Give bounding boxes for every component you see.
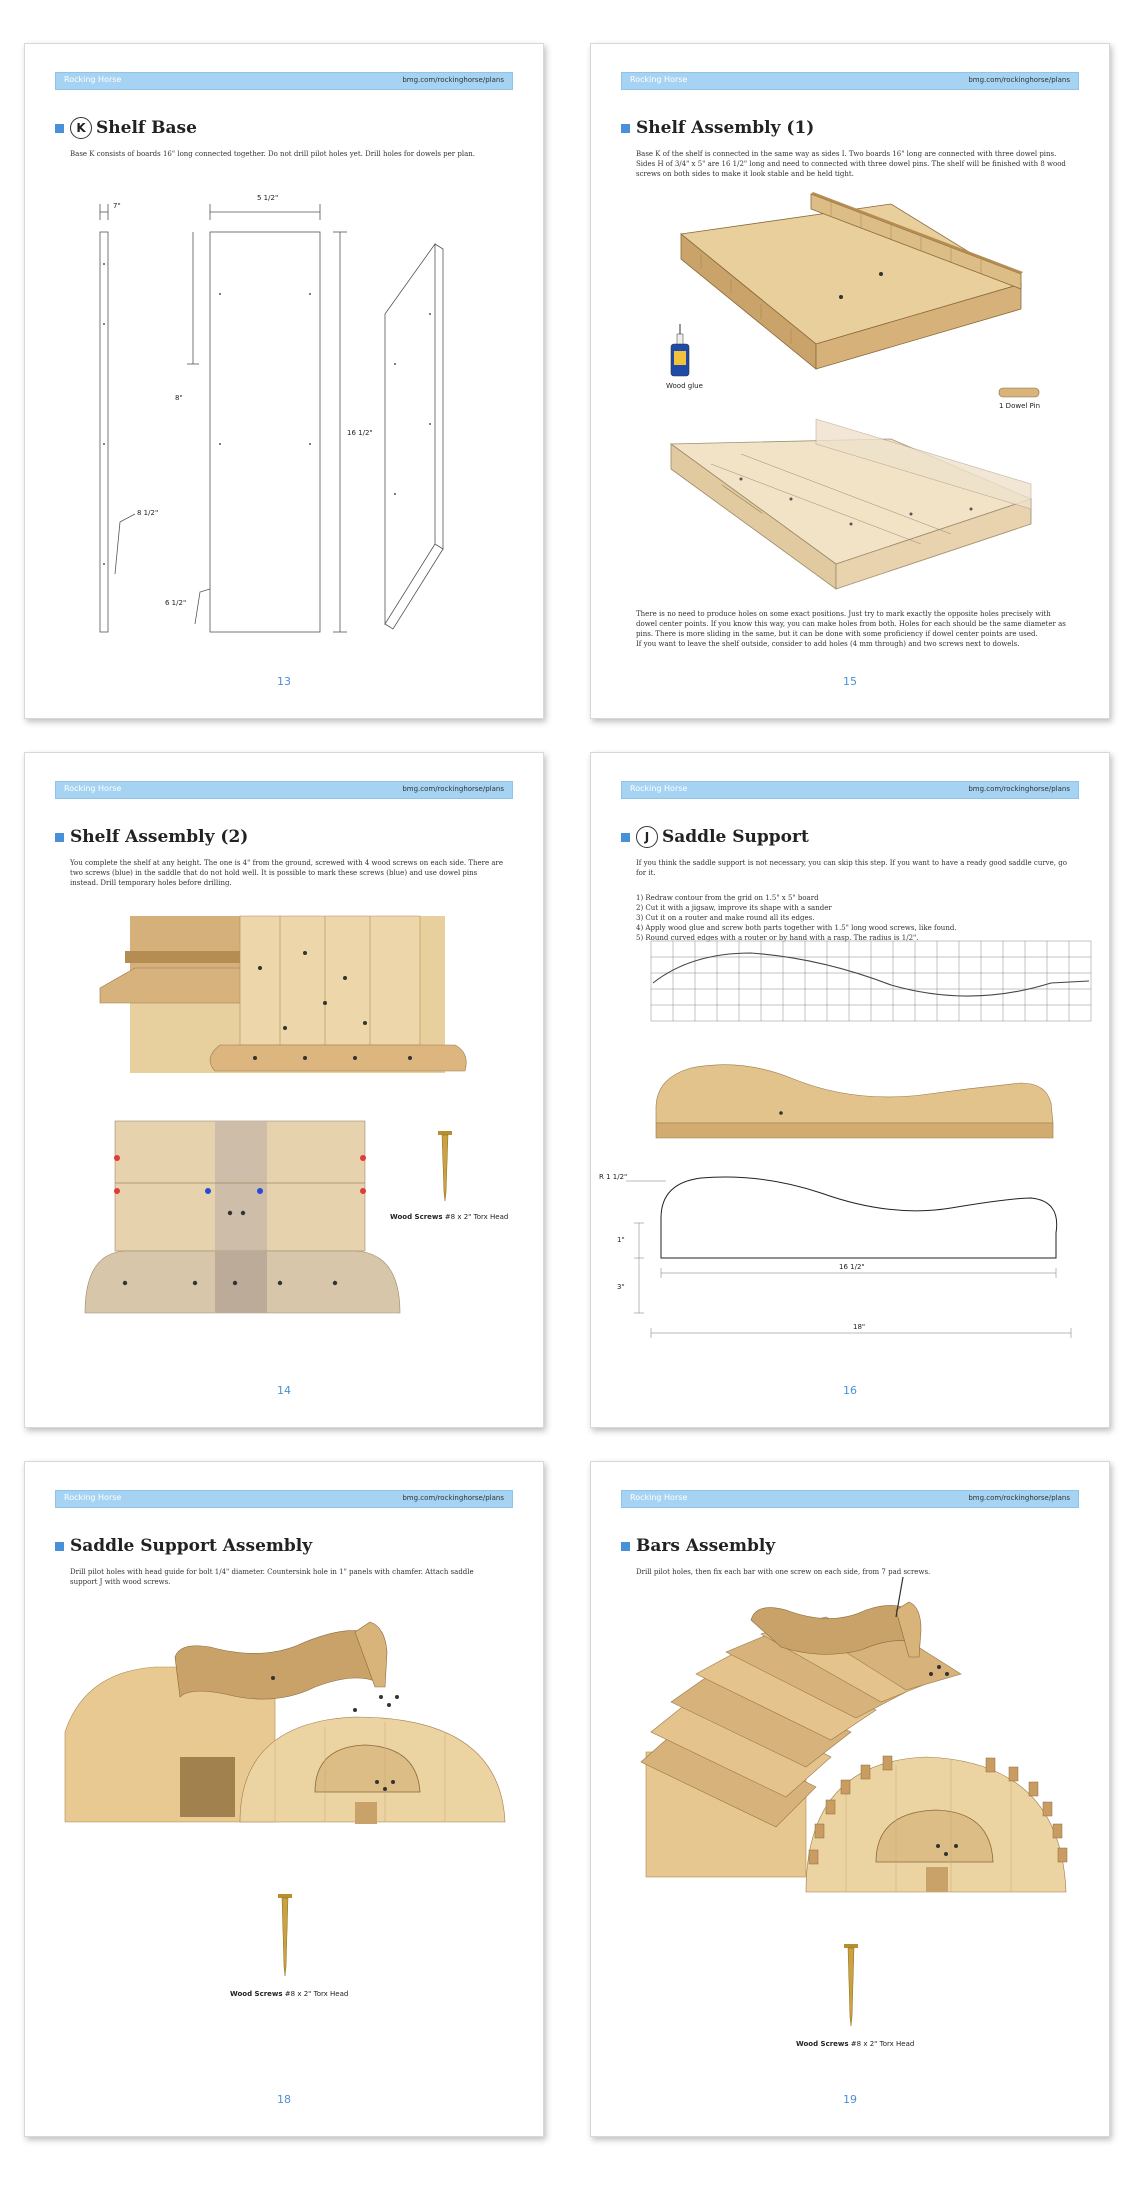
page-title: Saddle Support <box>662 827 809 847</box>
screw-label-bold: Wood Screws <box>796 2040 849 2048</box>
page-shelf-base <box>24 43 544 719</box>
page-title: Shelf Assembly (1) <box>636 118 815 138</box>
body-text: Base K of the shelf is connected in the same way as sides I. Two boards 16" long are connected with three dowel pins. Sides H of 3/4" x 5" are 16 1/2" long and need to connected with three dowel pins. The shelf will be finished with 8 wood screws on both sides to make it look stable and be held tight. <box>636 150 1066 178</box>
page-number: 19 <box>843 2093 857 2106</box>
screw-icon <box>844 1944 858 2026</box>
body-text: Base K consists of boards 16" long connected together. Do not drill pilot holes yet. Drill holes for dowels per plan. <box>70 150 475 158</box>
page-title: Shelf Base <box>96 118 197 138</box>
dim-label: 16 1/2" <box>839 1263 865 1271</box>
header-url: bmg.com/rockinghorse/plans <box>968 1494 1070 1502</box>
page-shelf-assembly-1 <box>590 43 1110 719</box>
page-number: 16 <box>843 1384 857 1397</box>
dim-label: 8" <box>175 394 183 402</box>
dim-label: R 1 1/2" <box>599 1173 628 1181</box>
page-title: Saddle Support Assembly <box>70 1536 313 1556</box>
header-url: bmg.com/rockinghorse/plans <box>968 785 1070 793</box>
header-title: Rocking Horse <box>64 1493 122 1502</box>
page-saddle-support <box>590 752 1110 1428</box>
part-letter-badge: J <box>636 826 658 848</box>
dim-label: 1" <box>617 1236 625 1244</box>
dim-label: 3" <box>617 1283 625 1291</box>
screw-label-spec: #8 x 2" Torx Head <box>444 1213 509 1221</box>
shelf-base-drawing <box>25 44 545 720</box>
dim-label: 16 1/2" <box>347 429 373 437</box>
page-number: 15 <box>843 675 857 688</box>
page-saddle-support-assembly <box>24 1461 544 2137</box>
dowel-label: 1 Dowel Pin <box>999 402 1041 410</box>
steps-list: 1) Redraw contour from the grid on 1.5" x 5" board 2) Cut it with a jigsaw, improve its shape with a sander 3) Cut it on a router and make round all its edges. 4) Apply wood glue and screw both parts together with 1.5" long wood screws, like found. 5) Round curved edges with a router or by hand with a rasp. The radius is 1/2". <box>636 894 957 942</box>
page-number: 18 <box>277 2093 291 2106</box>
header-url: bmg.com/rockinghorse/plans <box>968 76 1070 84</box>
screw-label <box>230 1990 348 1998</box>
screw-icon <box>278 1894 292 1976</box>
dim-label: 5 1/2" <box>257 194 279 202</box>
dim-label: 6 1/2" <box>165 599 187 607</box>
dim-label: 7" <box>113 202 121 210</box>
body-text: You complete the shelf at any height. The one is 4" from the ground, screwed with 4 wood screws on each side. There are two screws (blue) in the saddle that do not hold well. It is possible to mark these screws (blue) and use dowel pins instead. Drill temporary holes before drilling. <box>70 859 504 887</box>
page-title: Bars Assembly <box>636 1536 776 1556</box>
header-title: Rocking Horse <box>630 75 688 84</box>
page-title: Shelf Assembly (2) <box>70 827 249 847</box>
page-bars-assembly <box>590 1461 1110 2137</box>
dim-label: 8 1/2" <box>137 509 159 517</box>
header-title: Rocking Horse <box>64 75 122 84</box>
body-text: Drill pilot holes with head guide for bolt 1/4" diameter. Countersink hole in 1" panels with chamfer. Attach saddle support J with wood screws. <box>70 1568 474 1586</box>
page-number: 14 <box>277 1384 291 1397</box>
screw-icon <box>438 1131 452 1201</box>
glue-label: Wood glue <box>666 382 703 390</box>
header-url: bmg.com/rockinghorse/plans <box>402 1494 504 1502</box>
part-letter-badge: K <box>70 117 92 139</box>
screw-label-spec: #8 x 2" Torx Head <box>850 2040 915 2048</box>
header-title: Rocking Horse <box>630 784 688 793</box>
page-number: 13 <box>277 675 291 688</box>
header-title: Rocking Horse <box>64 784 122 793</box>
bars-assembly-drawing <box>591 1462 1111 2138</box>
screw-label-bold: Wood Screws <box>230 1990 283 1998</box>
body-text: Drill pilot holes, then fix each bar with one screw on each side, from 7 pad screws. <box>636 1568 931 1576</box>
body-text: If you think the saddle support is not necessary, you can skip this step. If you want to have a ready good saddle curve, go for it. <box>636 859 1067 877</box>
header-title: Rocking Horse <box>630 1493 688 1502</box>
body-text-lower: There is no need to produce holes on some exact positions. Just try to mark exactly the opposite holes precisely with dowel center points. If you know this way, you can make holes from both. Holes for each should be the same diameter as pins. There is more sliding in the same, but it can be done with some proficiency if dowel center points are used. If you want to leave the shelf outside, consider to add holes (4 mm through) and two screws next to dowels. <box>636 610 1066 648</box>
header-url: bmg.com/rockinghorse/plans <box>402 785 504 793</box>
screw-label <box>390 1213 508 1221</box>
screw-label-spec: #8 x 2" Torx Head <box>284 1990 349 1998</box>
screw-label <box>796 2040 914 2048</box>
dim-label: 18" <box>853 1323 866 1331</box>
shelf-side-drawing <box>25 753 545 1429</box>
screw-label-bold: Wood Screws <box>390 1213 443 1221</box>
header-url: bmg.com/rockinghorse/plans <box>402 76 504 84</box>
page-shelf-assembly-2 <box>24 752 544 1428</box>
saddle-support-drawing <box>591 753 1111 1429</box>
saddle-assembly-drawing <box>25 1462 545 2138</box>
